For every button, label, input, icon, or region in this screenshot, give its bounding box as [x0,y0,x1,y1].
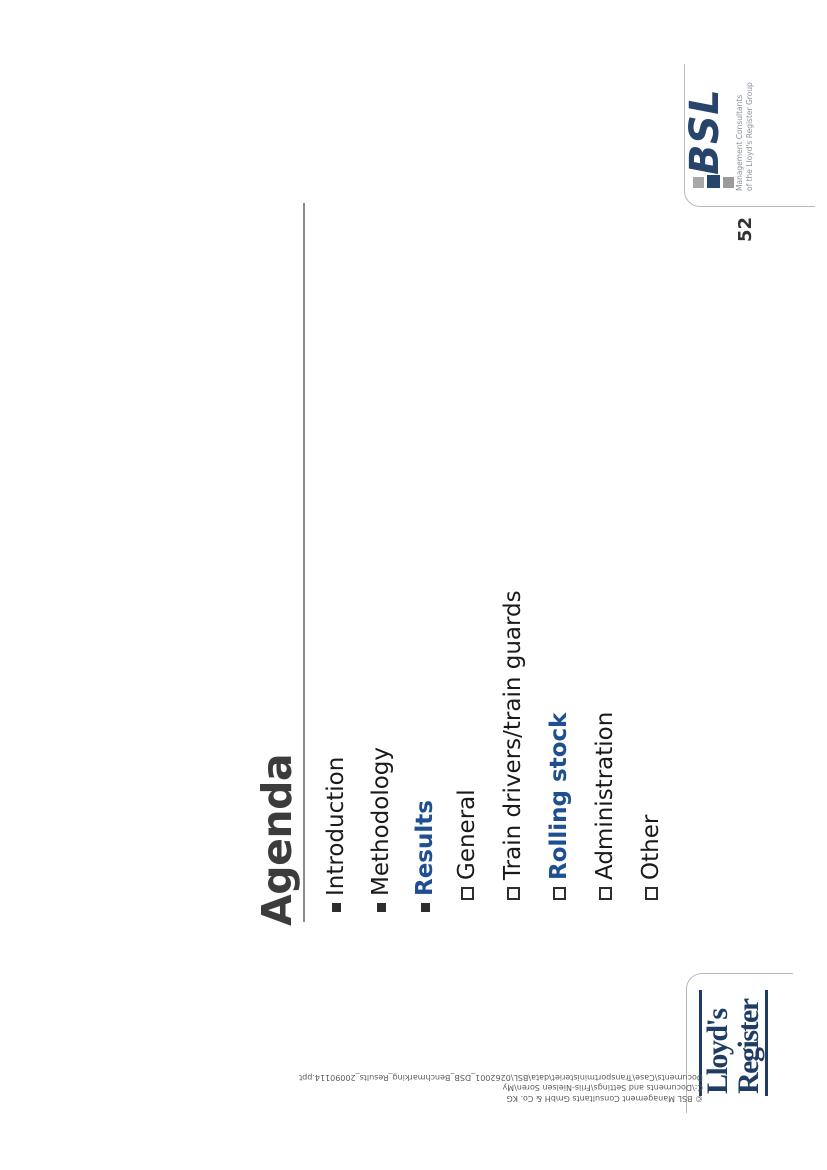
agenda-item-label: Methodology [368,746,394,896]
footer-line-path2: Documents\Case\Transportministeriet\data\BSL\0262001_DSB_Benchmarking_Results_20090114.ppt [299,1073,703,1082]
agenda-item-administration [590,712,620,900]
bullet-open-square-icon [645,887,658,900]
agenda-item-train-drivers-train-guards [498,590,528,900]
agenda-item-other [636,815,666,900]
footer-filepath [291,1070,703,1103]
bullet-open-square-icon [461,887,474,900]
bsl-logo-square-icon [723,177,734,188]
bullet-filled-square-icon [421,903,430,912]
agenda-item-label: Other [638,814,664,880]
bsl-tagline-line1: Management Consultants [735,94,744,191]
agenda-item-label: Rolling stock [546,712,572,880]
agenda-item-results [410,800,440,912]
slide-title: Agenda [253,753,301,926]
bullet-open-square-icon [507,887,520,900]
agenda-item-introduction [321,757,351,912]
agenda-item-rolling-stock [544,713,574,900]
agenda-item-label: Introduction [323,756,349,896]
bullet-filled-square-icon [377,903,386,912]
agenda-item-label: Administration [592,711,618,880]
title-underline [303,203,305,922]
bullet-open-square-icon [599,887,612,900]
agenda-item-methodology [366,747,396,912]
bsl-logo-square-icon [707,175,720,188]
bullet-open-square-icon [553,887,566,900]
footer-line-path1: C:\Documents and Settings\Friis-Nielsen Soren\My [502,1083,703,1093]
lloyds-register-logo [699,990,768,1096]
bsl-tagline-line2: of the Lloyd's Register Group [744,82,754,191]
agenda-item-label: Train drivers/train guards [500,590,526,880]
bsl-logo-square-icon [693,177,704,188]
agenda-item-general [452,789,482,900]
lloyds-logo-line1: Lloyd's [701,1009,734,1094]
page-number: 52 [735,216,756,242]
bsl-logo-tagline [735,82,755,191]
lloyds-logo-line2: Register [731,999,765,1094]
agenda-item-label: Results [412,800,438,896]
footer-line-copyright: © BSL Management Consultants GmbH & Co. KG [506,1094,703,1103]
bullet-filled-square-icon [332,903,341,912]
bsl-logo: BSL [682,88,728,175]
agenda-item-label: General [454,789,480,880]
